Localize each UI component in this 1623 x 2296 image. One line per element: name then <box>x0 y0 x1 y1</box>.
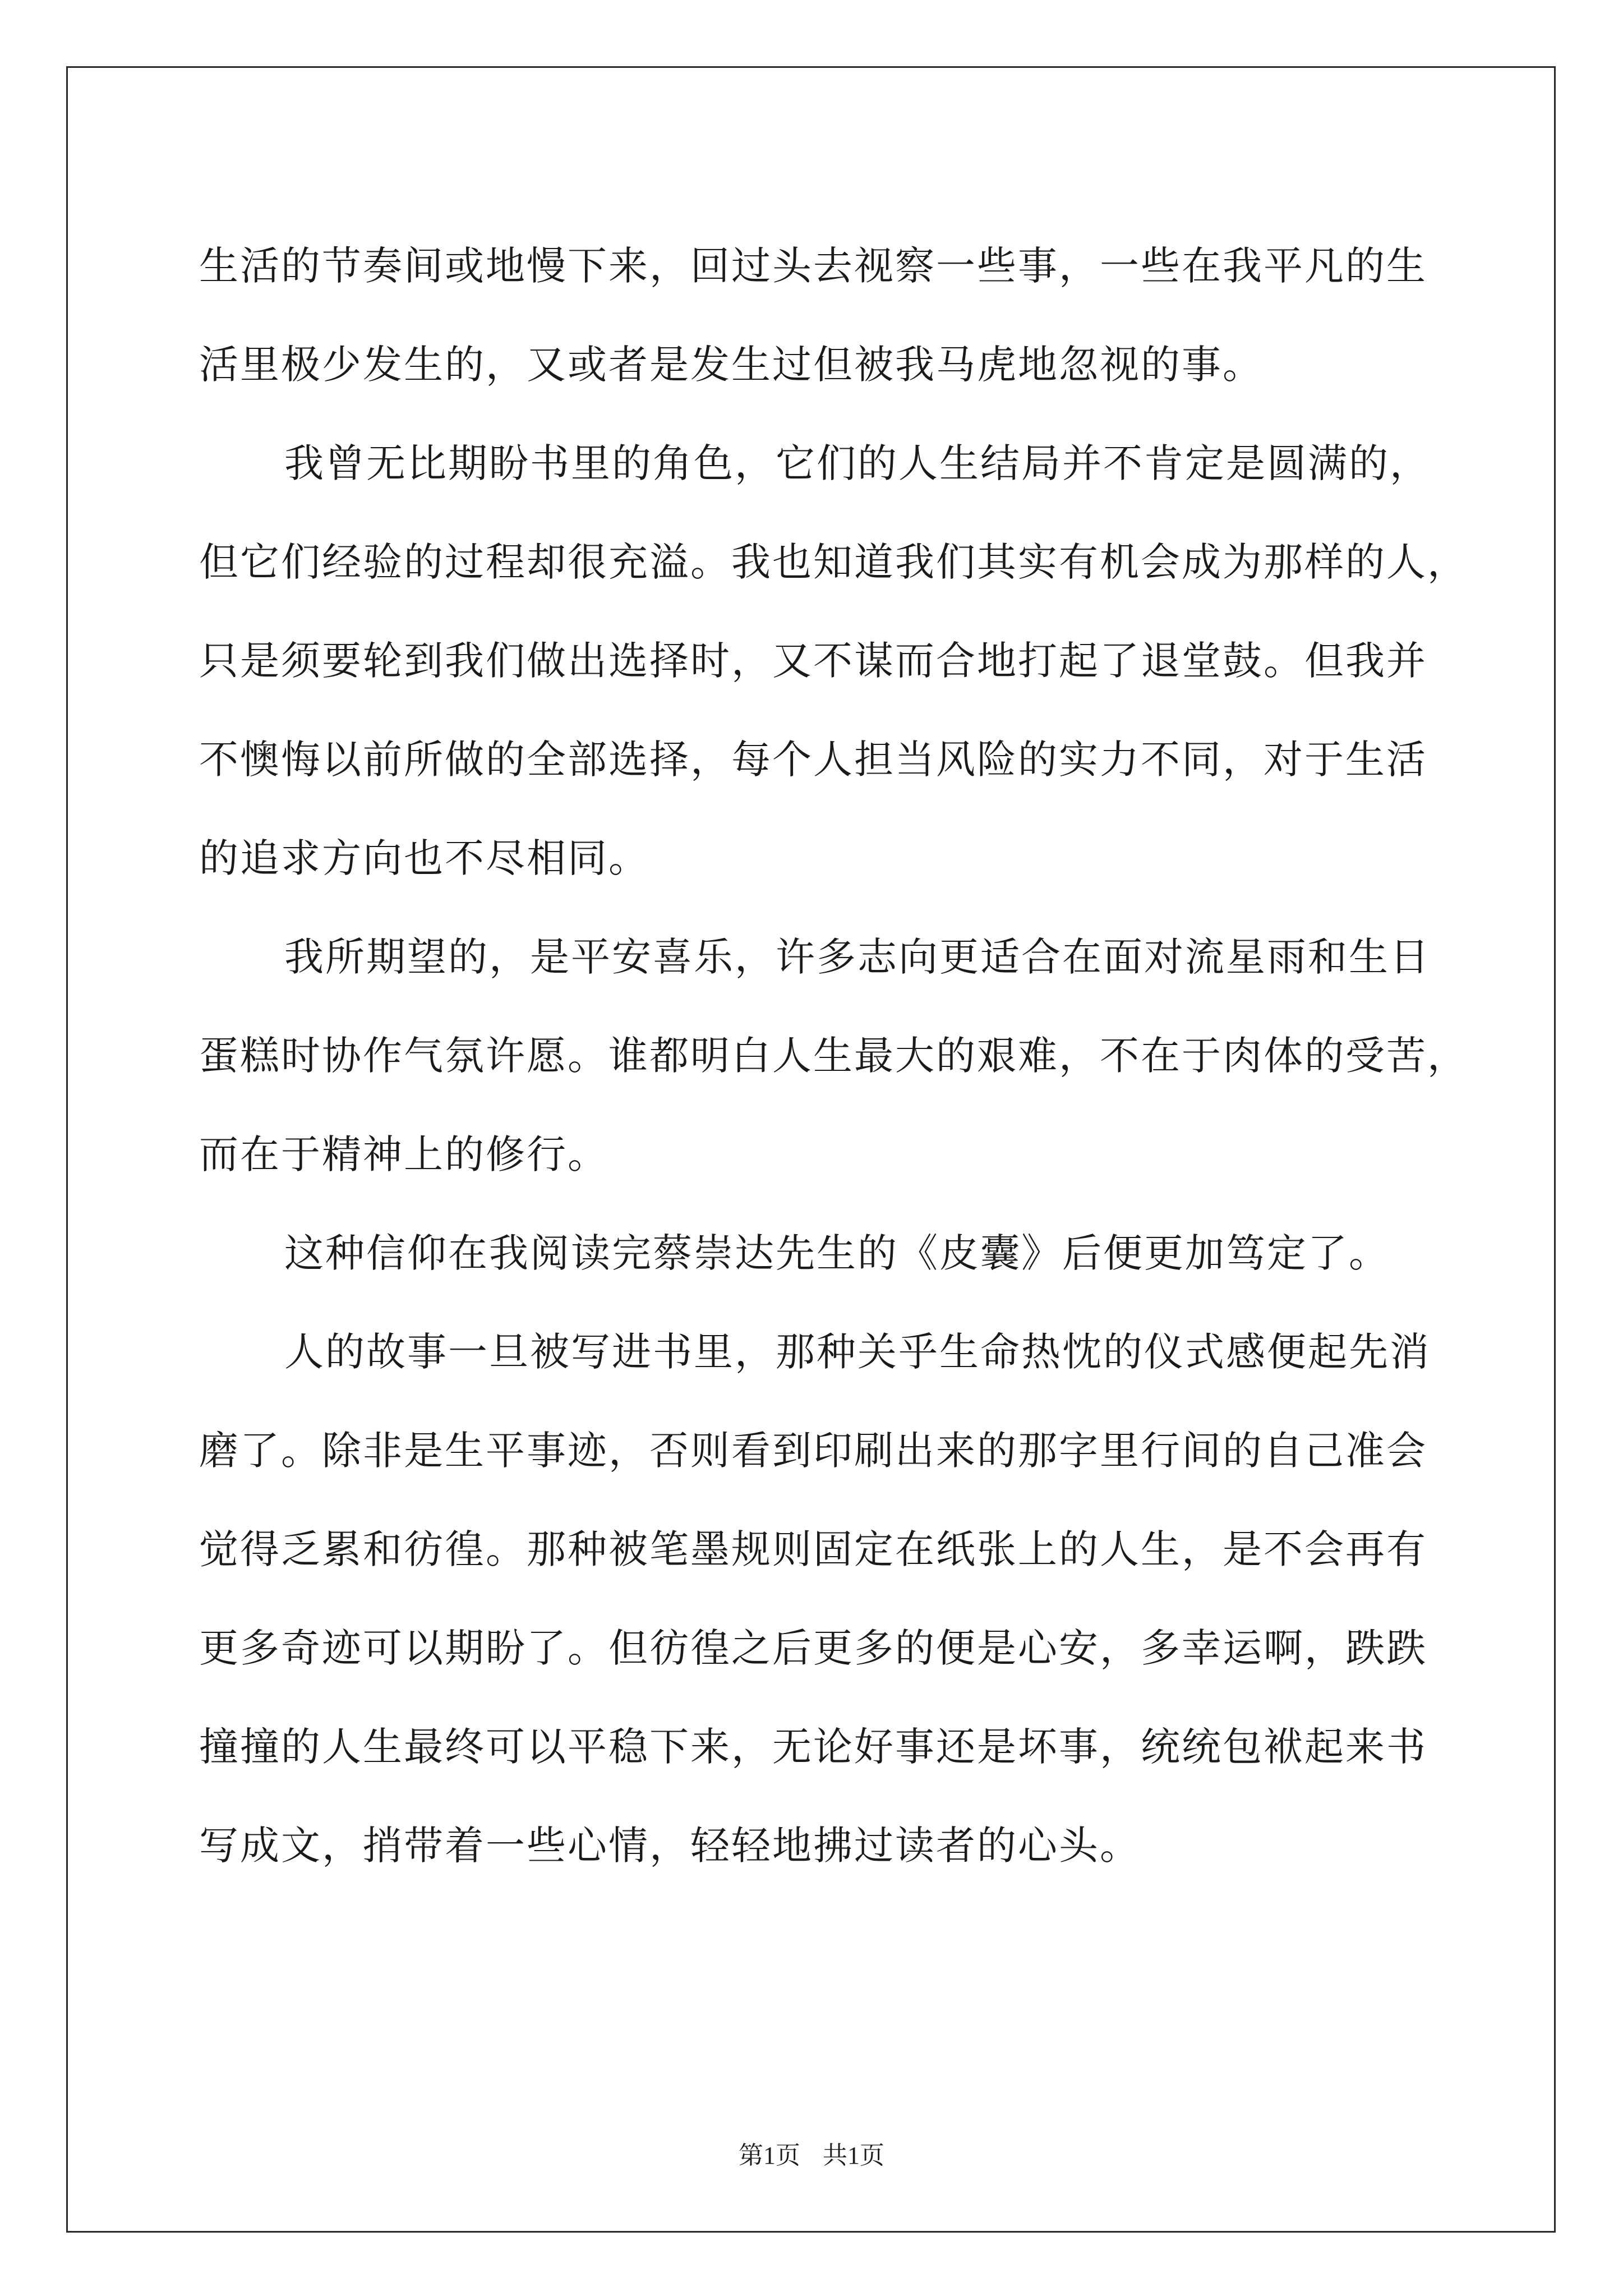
text-line: 只是须要轮到我们做出选择时，又不谋而合地打起了退堂鼓。但我并 <box>199 638 1427 684</box>
text-line: 而在于精神上的修行。 <box>199 1131 608 1177</box>
text-line: 的追求方向也不尽相同。 <box>199 835 649 881</box>
text-line: 觉得乏累和彷徨。那种被笔墨规则固定在纸张上的人生，是不会再有 <box>199 1526 1427 1572</box>
text-line: 不懊悔以前所做的全部选择，每个人担当风险的实力不同，对于生活 <box>199 737 1427 783</box>
text-line: 磨了。除非是生平事迹，否则看到印刷出来的那字里行间的自己准会 <box>199 1428 1427 1474</box>
text-line: 写成文，捎带着一些心情，轻轻地拂过读者的心头。 <box>199 1823 1141 1869</box>
text-line: 活里极少发生的，又或者是发生过但被我马虎地忽视的事。 <box>199 342 1264 388</box>
text-line: 生活的节奏间或地慢下来，回过头去视察一些事，一些在我平凡的生 <box>199 243 1427 289</box>
text-line: 人的故事一旦被写进书里，那种关乎生命热忱的仪式感便起先消 <box>284 1329 1431 1375</box>
page-total: 共1页 <box>823 2142 884 2169</box>
text-line: 我曾无比期盼书里的角色，它们的人生结局并不肯定是圆满的， <box>284 440 1431 486</box>
text-line: 蛋糕时协作气氛许愿。谁都明白人生最大的艰难，不在于肉体的受苦， <box>199 1033 1468 1079</box>
text-line: 我所期望的，是平安喜乐，许多志向更适合在面对流星雨和生日 <box>284 934 1431 980</box>
text-line: 但它们经验的过程却很充溢。我也知道我们其实有机会成为那样的人， <box>199 539 1468 585</box>
text-line: 这种信仰在我阅读完蔡崇达先生的《皮囊》后便更加笃定了。 <box>284 1230 1390 1276</box>
page-number: 第1页 <box>739 2142 800 2169</box>
text-line: 撞撞的人生最终可以平稳下来，无论好事还是坏事，统统包袱起来书 <box>199 1724 1427 1770</box>
text-line: 更多奇迹可以期盼了。但彷徨之后更多的便是心安，多幸运啊，跌跌 <box>199 1625 1427 1671</box>
page-footer <box>0 2135 1623 2171</box>
document-body <box>199 217 1468 1895</box>
